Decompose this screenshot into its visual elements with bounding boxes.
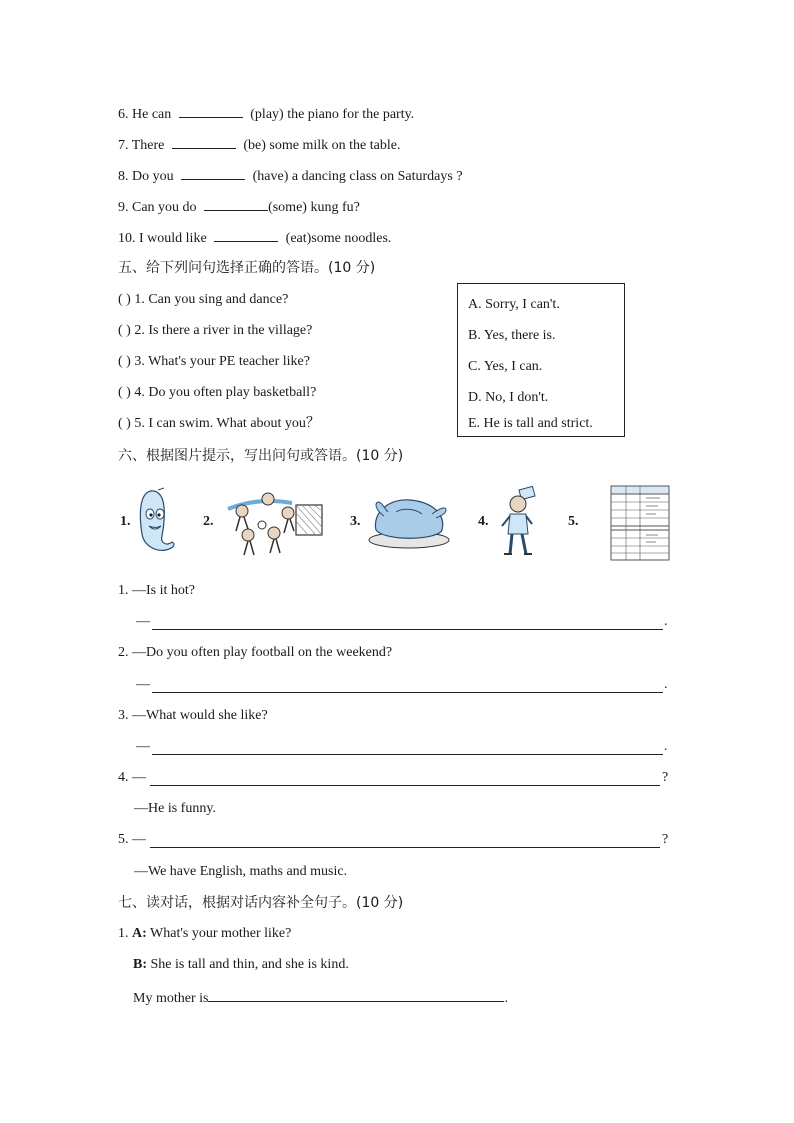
pic-label-2: 2. [203, 514, 214, 529]
s5-question-1 [118, 291, 288, 309]
pic-label-5: 5. [568, 514, 579, 529]
fill-item-6 [118, 104, 414, 124]
ghost-picture [134, 486, 180, 556]
s6-item-5-question-line[interactable] [150, 847, 660, 848]
s5-question-4-text: 4. Do you often play basketball? [134, 385, 317, 400]
s5-question-3-text: 3. What's your PE teacher like? [134, 354, 310, 369]
s5-question-5 [118, 415, 320, 433]
section-7-title: 七、读对话，根据对话内容补全句子。(10 分) [118, 895, 404, 911]
s7-item-number: 1. [118, 926, 129, 941]
answer-choices-box [457, 283, 625, 437]
s5-question-2 [118, 322, 312, 340]
fill-item-7-after: (be) some milk on the table. [243, 138, 401, 153]
s6-item-2-end: . [664, 677, 668, 692]
s6-item-5-end: ? [662, 832, 669, 847]
s5-answer-paren-1[interactable]: ( ) [118, 292, 131, 307]
speaker-a-label: A: [132, 926, 147, 941]
s7-completion-end: . [504, 991, 508, 1006]
s5-answer-paren-5[interactable]: ( ) [118, 416, 131, 431]
s5-question-5-text: 5. I can swim. What about you？ [134, 416, 320, 431]
fill-item-10-after: (eat)some noodles. [285, 231, 392, 246]
choice-d: D. No, I don't. [468, 390, 549, 405]
section-5-title: 五、给下列问句选择正确的答语。(10 分) [118, 260, 376, 276]
fill-item-7-before: 7. There [118, 138, 165, 153]
fill-item-10 [118, 228, 391, 248]
fill-item-6-before: 6. He can [118, 107, 172, 122]
section-6-title: 六、根据图片提示，写出问句或答语。(10 分) [118, 448, 404, 464]
s6-item-4-end: ? [662, 770, 669, 785]
s6-item-3-question: 3. —What would she like? [118, 708, 268, 723]
s6-item-2-answer-line[interactable] [152, 692, 663, 693]
funny-man-picture [496, 486, 544, 558]
s6-item-1-answer-line[interactable] [152, 629, 663, 630]
s5-question-3 [118, 353, 310, 371]
s6-item-3-end: . [664, 739, 668, 754]
s6-item-4-question-line[interactable] [150, 785, 660, 786]
pic-label-3: 3. [350, 514, 361, 529]
s7-completion-prefix: My mother is [133, 991, 209, 1006]
s6-item-4-prefix: 4. — [118, 770, 146, 785]
fill-item-9-before: 9. Can you do [118, 200, 197, 215]
s6-item-1-end: . [664, 614, 668, 629]
s6-item-3-dash: — [136, 739, 150, 754]
fill-item-9-blank[interactable] [204, 197, 268, 211]
s7-completion [133, 988, 508, 1008]
s6-item-5-answer: —We have English, maths and music. [134, 864, 348, 879]
fill-item-8-blank[interactable] [181, 166, 245, 180]
pic-label-1: 1. [120, 514, 131, 529]
fill-item-9 [118, 197, 360, 217]
s7-dialogue-a [118, 925, 291, 943]
fill-item-8 [118, 166, 463, 186]
s7-dialogue-b [133, 956, 349, 974]
s6-item-2-dash: — [136, 677, 150, 692]
roast-turkey-picture [366, 492, 452, 550]
s5-question-2-text: 2. Is there a river in the village? [134, 323, 313, 338]
choice-e: E. He is tall and strict. [468, 416, 593, 431]
s6-item-1-question: 1. —Is it hot? [118, 583, 195, 598]
football-players-picture [218, 489, 326, 559]
choice-c: C. Yes, I can. [468, 359, 543, 374]
speaker-b-text: She is tall and thin, and she is kind. [150, 957, 349, 972]
speaker-a-text: What's your mother like? [150, 926, 292, 941]
s6-item-2-question: 2. —Do you often play football on the weekend? [118, 645, 393, 660]
speaker-b-label: B: [133, 957, 147, 972]
fill-item-8-after: (have) a dancing class on Saturdays ? [252, 169, 463, 184]
fill-item-7-blank[interactable] [172, 135, 236, 149]
choice-a: A. Sorry, I can't. [468, 297, 560, 312]
s7-completion-blank[interactable] [208, 988, 504, 1002]
fill-item-8-before: 8. Do you [118, 169, 174, 184]
s6-item-5-prefix: 5. — [118, 832, 146, 847]
s6-item-1-dash: — [136, 614, 150, 629]
s6-item-4-answer: —He is funny. [134, 801, 216, 816]
fill-item-6-after: (play) the piano for the party. [250, 107, 415, 122]
fill-item-9-after: (some) kung fu? [268, 200, 360, 215]
fill-item-10-before: 10. I would like [118, 231, 207, 246]
s5-answer-paren-3[interactable]: ( ) [118, 354, 131, 369]
s5-question-1-text: 1. Can you sing and dance? [134, 292, 289, 307]
s5-answer-paren-2[interactable]: ( ) [118, 323, 131, 338]
timetable-picture [610, 485, 670, 561]
s5-answer-paren-4[interactable]: ( ) [118, 385, 131, 400]
s6-item-3-answer-line[interactable] [152, 754, 663, 755]
s5-question-4 [118, 384, 316, 402]
choice-b: B. Yes, there is. [468, 328, 556, 343]
fill-item-10-blank[interactable] [214, 228, 278, 242]
fill-item-6-blank[interactable] [179, 104, 243, 118]
fill-item-7 [118, 135, 400, 155]
pic-label-4: 4. [478, 514, 489, 529]
